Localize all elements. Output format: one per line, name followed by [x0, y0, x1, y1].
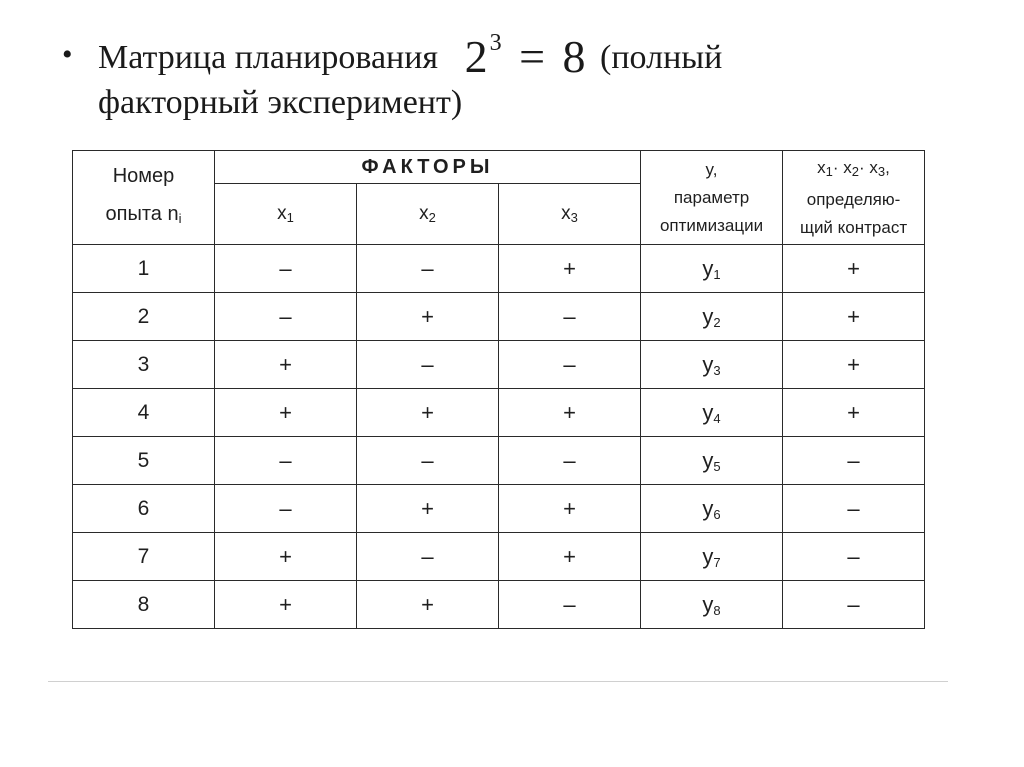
formula-base: 2	[464, 31, 488, 82]
cell-x1: +	[215, 341, 357, 389]
table-row	[73, 245, 925, 293]
header-optimization-param: y, параметр оптимизации	[641, 151, 783, 245]
heading-line-2: факторный эксперимент)	[98, 84, 463, 121]
cell-x1: –	[215, 485, 357, 533]
cell-x2: –	[357, 245, 499, 293]
cell-number: 4	[73, 389, 215, 437]
table-row	[73, 533, 925, 581]
table-row	[73, 389, 925, 437]
cell-x2: +	[357, 389, 499, 437]
cell-y: $y_1$	[641, 245, 783, 293]
cell-contrast: –	[783, 437, 925, 485]
heading-line-1	[98, 30, 722, 83]
header-number-line2: опыта $n_i$	[105, 203, 182, 226]
cell-number: 8	[73, 581, 215, 629]
cell-y: $y_8$	[641, 581, 783, 629]
cell-x2: +	[357, 581, 499, 629]
table-row	[73, 293, 925, 341]
header-number-line1: Номер	[112, 165, 175, 187]
cell-x1: –	[215, 437, 357, 485]
formula	[465, 30, 586, 83]
formula-equals: =	[519, 31, 546, 82]
cell-x1: +	[215, 581, 357, 629]
cell-x1: +	[215, 533, 357, 581]
cell-contrast: –	[783, 533, 925, 581]
header-x2: $x_2$	[357, 184, 499, 245]
cell-x3: +	[499, 389, 641, 437]
cell-x2: –	[357, 437, 499, 485]
cell-y: $y_2$	[641, 293, 783, 341]
table-row	[73, 341, 925, 389]
cell-x3: +	[499, 245, 641, 293]
heading-text: Матрица планирования	[98, 39, 439, 76]
cell-number: 3	[73, 341, 215, 389]
cell-contrast: +	[783, 245, 925, 293]
table-row	[73, 437, 925, 485]
planning-matrix	[72, 150, 924, 638]
cell-number: 5	[73, 437, 215, 485]
cell-x2: +	[357, 485, 499, 533]
header-defining-contrast: $x_1\cdot x_2\cdot x_3$, определяю- щий контраст	[783, 151, 925, 245]
cell-contrast: +	[783, 341, 925, 389]
cell-x3: –	[499, 341, 641, 389]
cell-x2: +	[357, 293, 499, 341]
bottom-rule	[48, 681, 948, 682]
cell-number: 2	[73, 293, 215, 341]
formula-result: 8	[562, 31, 586, 82]
cell-contrast: +	[783, 389, 925, 437]
cell-x1: +	[215, 389, 357, 437]
cell-x3: +	[499, 533, 641, 581]
header-experiment-number	[73, 151, 215, 245]
bullet-point: •	[62, 38, 73, 71]
cell-contrast: –	[783, 485, 925, 533]
formula-exponent: 3	[489, 30, 502, 56]
header-x3: $x_3$	[499, 184, 641, 245]
cell-y: $y_7$	[641, 533, 783, 581]
cell-x1: –	[215, 293, 357, 341]
cell-y: $y_6$	[641, 485, 783, 533]
table-row	[73, 581, 925, 629]
cell-y: $y_3$	[641, 341, 783, 389]
planning-matrix-table	[72, 150, 925, 629]
cell-y: $y_5$	[641, 437, 783, 485]
cell-x2: –	[357, 533, 499, 581]
header-x1: $x_1$	[215, 184, 357, 245]
table-row	[73, 485, 925, 533]
cell-y: $y_4$	[641, 389, 783, 437]
cell-x3: –	[499, 293, 641, 341]
cell-x2: –	[357, 341, 499, 389]
cell-number: 1	[73, 245, 215, 293]
cell-x3: –	[499, 581, 641, 629]
cell-x1: –	[215, 245, 357, 293]
header-factors: ФАКТОРЫ	[215, 151, 641, 184]
cell-number: 6	[73, 485, 215, 533]
cell-x3: –	[499, 437, 641, 485]
cell-contrast: –	[783, 581, 925, 629]
cell-contrast: +	[783, 293, 925, 341]
cell-x3: +	[499, 485, 641, 533]
cell-number: 7	[73, 533, 215, 581]
heading-text-after: (полный	[600, 39, 723, 76]
